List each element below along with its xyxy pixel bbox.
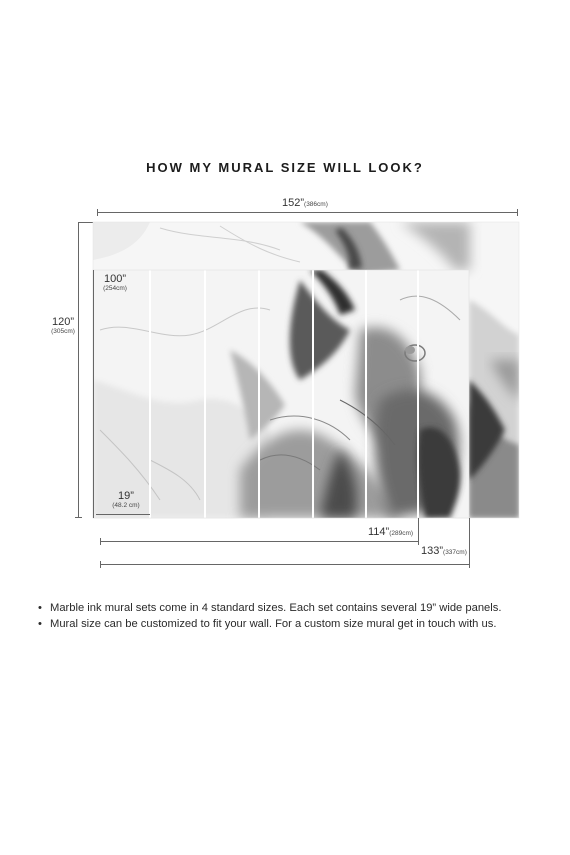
page-title: HOW MY MURAL SIZE WILL LOOK? — [146, 160, 424, 175]
dimension-tick-133-right — [469, 518, 470, 568]
mural-small — [93, 270, 469, 518]
dimension-label-120: 120” (305cm) — [51, 316, 75, 336]
dimension-line-19 — [96, 514, 150, 515]
dimension-line-133 — [100, 564, 470, 565]
dimension-line-114 — [100, 541, 418, 542]
dimension-label-114: 114”(289cm) — [368, 526, 414, 538]
dimension-label-152: 152”(386cm) — [282, 197, 328, 209]
dimension-tick-133-left — [100, 561, 101, 568]
dimension-label-133: 133”(337cm) — [421, 545, 467, 557]
dimension-tick-114-right — [418, 518, 419, 545]
note-item: • Mural size can be customized to fit your wall. For a custom size mural get in touch with us. — [38, 616, 558, 632]
notes-list — [38, 600, 558, 632]
dimension-label-100: 100” (254cm) — [103, 273, 127, 293]
dimension-tick-114-left — [100, 538, 101, 545]
dimension-label-19: 19” (48.2 cm) — [112, 490, 140, 510]
dimension-line-100 — [93, 270, 94, 518]
note-item: • Marble ink mural sets come in 4 standard sizes. Each set contains several 19” wide panels. — [38, 600, 558, 616]
